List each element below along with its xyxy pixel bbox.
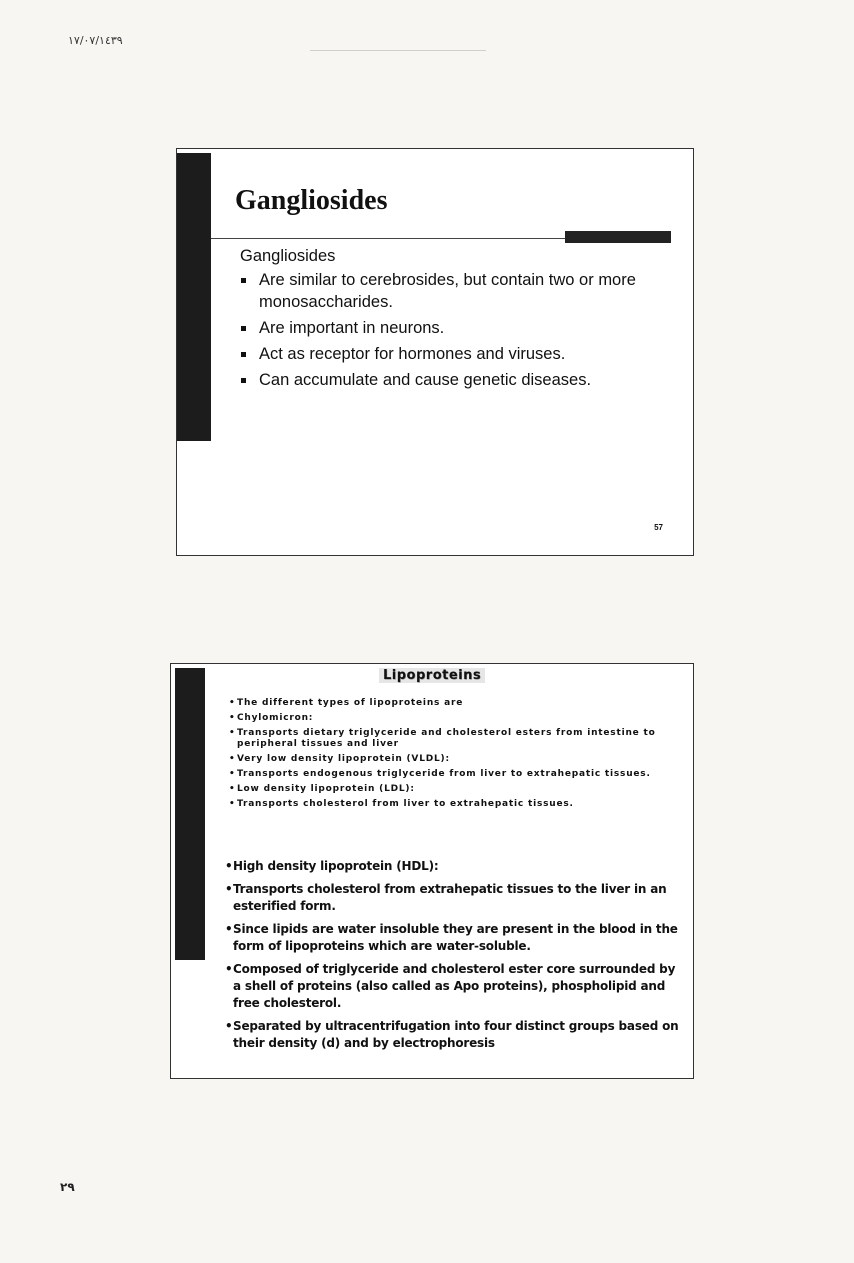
lipoprotein-types-list — [229, 698, 689, 814]
bullet-item: Act as receptor for hormones and viruses. — [241, 343, 641, 365]
bullet-item: • Transports endogenous triglyceride from liver to extrahepatic tissues. — [229, 769, 689, 780]
bullet-item: Are important in neurons. — [241, 317, 641, 339]
bullet-list — [241, 269, 641, 395]
bullet-item: • Composed of triglyceride and cholesterol ester core surrounded by a shell of proteins (also called as Apo proteins), phospholipid and free cholesterol. — [225, 961, 685, 1012]
bullet-item: • High density lipoprotein (HDL): — [225, 858, 685, 875]
slide-lipoproteins — [170, 663, 694, 1079]
bullet-item: • Since lipids are water insoluble they are present in the blood in the form of lipoproteins which are water-soluble. — [225, 921, 685, 955]
slide-gangliosides — [176, 148, 694, 556]
page-date: ١٧/٠٧/١٤٣٩ — [68, 34, 123, 47]
bullet-item: • Very low density lipoprotein (VLDL): — [229, 754, 689, 765]
slide-side-bar — [177, 153, 211, 441]
page-number: ٢٩ — [60, 1180, 75, 1194]
bullet-item: Are similar to cerebrosides, but contain two or more monosaccharides. — [241, 269, 641, 313]
slide-subtitle: Gangliosides — [240, 247, 336, 265]
header-divider — [310, 50, 486, 51]
bullet-item: • Chylomicron: — [229, 713, 689, 724]
bullet-item: • Transports cholesterol from extrahepatic tissues to the liver in an esterified form. — [225, 881, 685, 915]
bullet-item: • Separated by ultracentrifugation into four distinct groups based on their density (d) and by electrophoresis — [225, 1018, 685, 1052]
lipoprotein-details-list — [225, 858, 685, 1058]
slide-title: Lipoproteins — [379, 668, 485, 683]
slide-number: 57 — [654, 523, 663, 532]
title-divider-accent — [565, 231, 671, 243]
bullet-item: • Low density lipoprotein (LDL): — [229, 784, 689, 795]
bullet-item: Can accumulate and cause genetic diseases. — [241, 369, 641, 391]
bullet-item: • Transports cholesterol from liver to extrahepatic tissues. — [229, 799, 689, 810]
bullet-item: • The different types of lipoproteins are — [229, 698, 689, 709]
slide-side-bar — [175, 668, 205, 960]
slide-title: Gangliosides — [235, 185, 388, 216]
bullet-item: • Transports dietary triglyceride and cholesterol esters from intestine to peripheral tissues and liver — [229, 728, 689, 750]
